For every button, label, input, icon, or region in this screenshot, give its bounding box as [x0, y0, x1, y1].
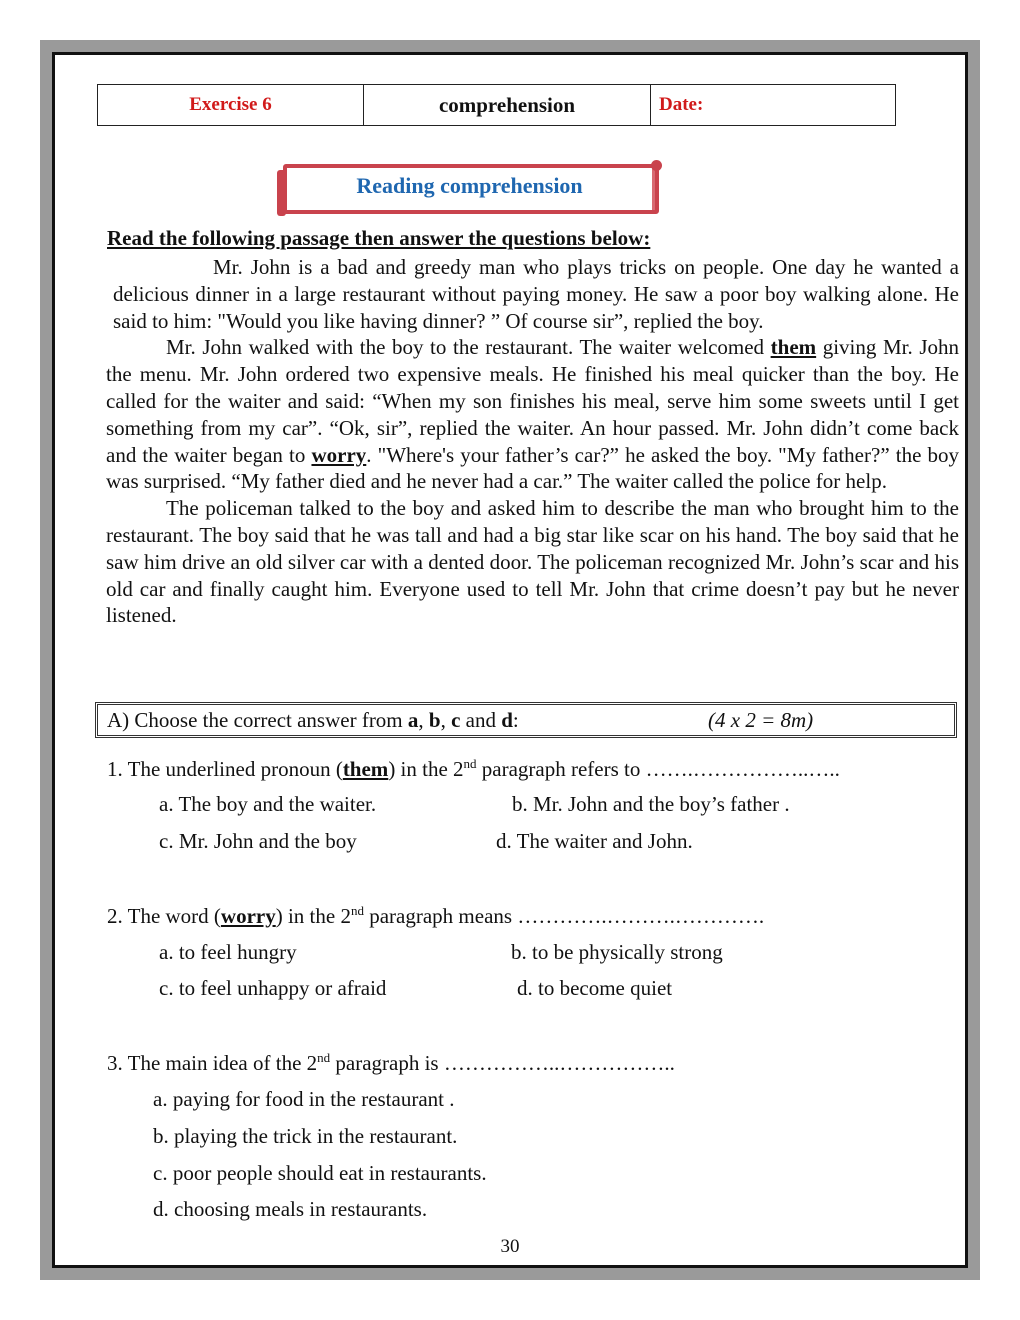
sep: , — [418, 707, 429, 732]
q1-word: them — [342, 757, 389, 781]
q2-pre: 2. The word ( — [107, 904, 221, 928]
topic-label: comprehension — [364, 85, 651, 125]
paragraph-2-part-c: . "Where's your father’s car?” he asked the boy. "My father?” the boy was surprised. “My father died and he never had a car.” The waiter called the police for help. — [106, 442, 960, 494]
q2-post: paragraph means ………….……….…………. — [363, 904, 765, 928]
section-a-text — [107, 708, 519, 733]
instruction: Read the following passage then answer the questions below: — [107, 226, 651, 250]
paragraph-2-part-b: giving Mr. John the menu. Mr. John ordered two expensive meals. He finished his meal quicker than the boy. He called for the waiter and said: “When my son finishes his meal, serve him some sweets until I get something from my car”. “Ok, sir”, replied the waiter. An hour passed. Mr. John didn’t come back and the waiter began to — [106, 335, 959, 467]
q3-post: paragraph is ……………..…………….. — [330, 1051, 675, 1075]
banner-title: Reading comprehension — [356, 173, 583, 198]
choice-letter-a: a — [407, 707, 419, 732]
question-3 — [107, 1050, 675, 1076]
section-a-header — [95, 702, 957, 738]
q2-word: worry — [220, 904, 276, 928]
q1-sup: nd — [463, 756, 477, 771]
q2-option-c[interactable]: c. to feel unhappy or afraid — [159, 976, 387, 1000]
section-a-marks: (4 x 2 = 8m) — [708, 707, 814, 732]
q3-option-a[interactable]: a. paying for food in the restaurant . — [153, 1087, 455, 1111]
page-number: 30 — [500, 1236, 520, 1257]
q1-option-d[interactable]: d. The waiter and John. — [496, 829, 693, 853]
q1-pre: 1. The underlined pronoun ( — [107, 757, 343, 781]
paragraph-2 — [106, 334, 959, 495]
underlined-word-worry: worry — [311, 442, 367, 467]
q2-option-d[interactable]: d. to become quiet — [517, 976, 673, 1000]
q2-sup: nd — [350, 903, 364, 918]
q2-option-a[interactable]: a. to feel hungry — [159, 940, 297, 964]
date-label: Date: — [659, 94, 704, 115]
q3-option-b[interactable]: b. playing the trick in the restaurant. — [153, 1124, 458, 1148]
q1-option-a[interactable]: a. The boy and the waiter. — [159, 792, 377, 816]
sep: , — [440, 707, 452, 732]
q3-sup: nd — [317, 1050, 331, 1065]
question-1 — [107, 756, 840, 782]
passage — [106, 254, 959, 629]
q3-option-d[interactable]: d. choosing meals in restaurants. — [153, 1197, 428, 1221]
q2-option-b[interactable]: b. to be physically strong — [511, 940, 723, 964]
section-a-prefix: A) Choose the correct answer from — [107, 707, 408, 732]
q1-option-b[interactable]: b. Mr. John and the boy’s father . — [512, 792, 790, 816]
sep: : — [512, 707, 519, 732]
q1-option-c[interactable]: c. Mr. John and the boy — [159, 829, 357, 853]
underlined-word-them: them — [770, 335, 817, 360]
choice-letter-c: c — [451, 707, 461, 732]
paragraph-3: The policeman talked to the boy and asked him to describe the man who brought him to the restaurant. The boy said that he was tall and had a big star like scar on his hand. The boy said that he saw him drive an old silver car with a dented door. The policeman recognized Mr. John’s scar and his old car and finally caught him. Everyone used to tell Mr. John that crime doesn’t pay but he never listened. — [106, 496, 959, 628]
choice-letter-b: b — [428, 707, 441, 732]
exercise-label: Exercise 6 — [98, 85, 364, 125]
section-banner — [277, 160, 662, 216]
q3-pre: 3. The main idea of the 2 — [107, 1051, 318, 1075]
question-2 — [107, 903, 764, 929]
sep: and — [460, 707, 502, 732]
header-table — [97, 84, 896, 126]
q3-option-c[interactable]: c. poor people should eat in restaurants. — [153, 1161, 487, 1185]
q1-post: paragraph refers to …….……………..….. — [476, 757, 840, 781]
choice-letter-d: d — [501, 707, 513, 732]
paragraph-2-part-a: Mr. John walked with the boy to the restaurant. The waiter welcomed — [166, 335, 771, 360]
q1-mid: ) in the 2 — [388, 757, 464, 781]
paragraph-1: Mr. John is a bad and greedy man who plays tricks on people. One day he wanted a delicious dinner in a large restaurant without paying money. He saw a poor boy walking alone. He said to him: "Would you like having dinner? ” Of course sir”, replied the boy. — [113, 255, 959, 333]
q2-mid: ) in the 2 — [275, 904, 351, 928]
